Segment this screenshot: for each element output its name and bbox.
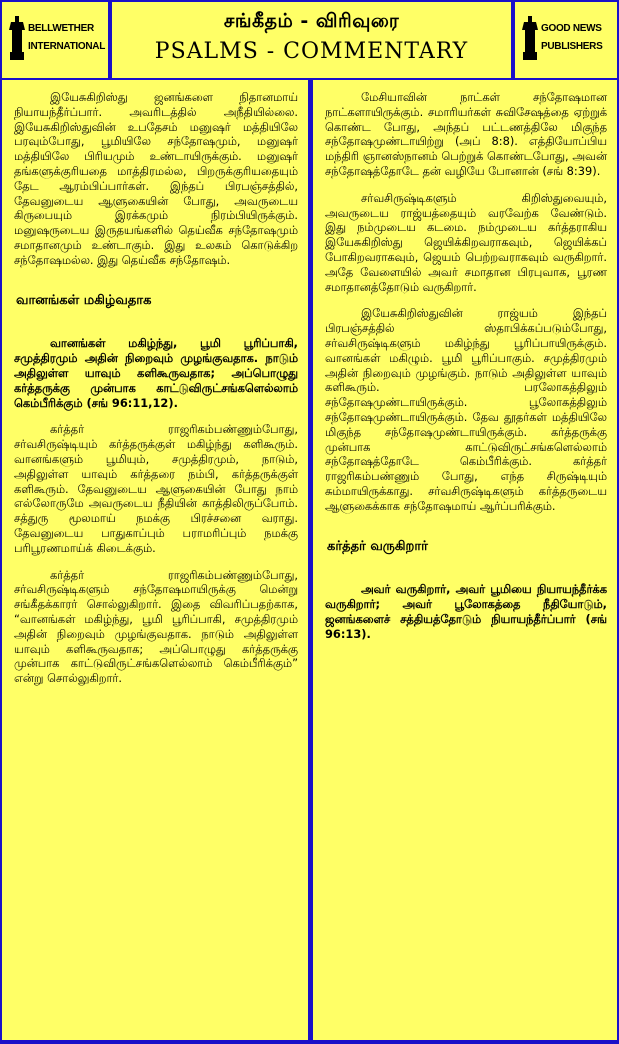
section-heading: வானங்கள் மகிழ்வதாக — [16, 292, 152, 308]
bell-tower-icon — [521, 16, 539, 60]
right-column — [313, 80, 617, 1040]
verse-quote: வானங்கள் மகிழ்ந்து, பூமி பூரிப்பாகி, சமுத்திரமும் அதின் நிறைவும் முழங்குவதாக. நாடும் அதிலுள்ள யாவும் களிகூருவதாக; அப்பொழுது கர்த்தருக்கு முன்பாக காட்டுவிருட்சங்களெல்லாம் கெம்பீரிக்கும் (சங் 96:11,12). — [14, 336, 298, 410]
title-block — [112, 2, 511, 78]
right-paragraph-2: சர்வசிருஷ்டிகளும் கிறிஸ்துவையும், அவருடைய ராஜ்யத்தையும் வரவேற்க வேண்டும். இது நம்முடைய கடமை. நம்முடைய கர்த்தராகிய இயேசுகிறிஸ்து ஜெயிக்கிறவராகவும், ஜெயிக்கப் போகிறவராகவும், ஜெயம் பெற்றவராகவும் வருகிறார். அதே வேளையில் அவர் சமாதான பிரபுவாக, பூரண சமாதானத்தோடும் வருகிறார். — [325, 190, 607, 294]
left-column — [2, 80, 308, 1040]
left-paragraph-3: கர்த்தர் ராஜரிகம்பண்ணும்போது, சர்வசிருஷ்டிகளும் சந்தோஷமாயிருக்கு மென்று சங்கீதக்காரர் சொல்லுகிறார். இதை விவரிப்பதற்காக, “வானங்கள் மகிழ்ந்து, பூமி பூரிப்பாகி, சமுத்திரமும் அதின் நிறைவும் முழங்குவதாக. நாடும் அதிலுள்ள யாவும் களிகூருவதாக; அப்பொழுது கர்த்தருக்கு முன்பாக காட்டுவிருட்சங்களெல்லாம் கெம்பீரிக்கும்” என்று சொல்லுகிறார். — [14, 567, 298, 686]
bell-tower-icon — [8, 16, 26, 60]
right-paragraph-1: மேசியாவின் நாட்கள் சந்தோஷமான நாட்களாயிருக்கும். சமாரியர்கள் சுவிசேஷத்தை ஏற்றுக் கொண்ட போது, அந்தப் பட்டணத்திலே மிகுந்த சந்தோஷமுண்டாயிற்று (அப் 8:8). எத்தியோப்பிய மந்திரி ஞானஸ்நானம் பெற்றுக் கொண்டபோது, அவன் சந்தோஷத்தோடே தன் வழியே போனான் (சங் 8:39). — [325, 90, 607, 178]
section-heading: கர்த்தர் வருகிறார் — [327, 538, 428, 554]
verse-quote: அவர் வருகிறார், அவர் பூமியை நியாயந்தீர்க்க வருகிறார்; அவர் பூலோகத்தை நீதியோடும், ஜனங்களைச் சத்தியத்தோடும் நியாயந்தீர்ப்பார் (சங் 96:13). — [325, 582, 607, 641]
left-paragraph-2: கர்த்தர் ராஜரிகம்பண்ணும்போது, சர்வசிருஷ்டியும் கர்த்தருக்குள் மகிழ்ந்து களிகூரும். வானங்களும் பூமியும், சமுத்திரமும், நாடும், அதிலுள்ள யாவும் கர்த்தரை நம்பி, கர்த்தருக்குள் களிகூரும். தேவனுடைய ஆளுகையின் போது நாம் எல்லோருமே அவருடைய நீதியின் காத்திலிருப்போம். சத்துரு மூலமாய் நமக்கு பிரச்சனை வராது. தேவனுடைய பாதுகாப்பும் பராமரிப்பும் நமக்கு பரிபூரணமாய்க் கிடைக்கும். — [14, 422, 298, 555]
title-english: PSALMS - COMMENTARY — [154, 39, 469, 64]
bellwether-logo — [2, 2, 108, 78]
right-paragraph-3: இயேசுகிறிஸ்துவின் ராஜ்யம் இந்தப் பிரபஞ்சத்தில் ஸ்தாபிக்கப்படும்போது, சர்வசிருஷ்டிகளும் மகிழ்ந்து பூரிப்பாயிருக்கும். வானங்கள் மகிழும். பூமி பூரிப்பாகும். சமுத்திரமும் அதின் நிறைவும் முழங்கும். நாடும் அதிலுள்ள யாவும் களிகூரும். பரலோகத்திலும் சந்தோஷமுண்டாயிருக்கும். பூலோகத்திலும் சந்தோஷமுண்டாயிருக்கும். தேவ தூதர்கள் மத்தியிலே மிகுந்த சந்தோஷமுண்டாயிருக்கும். கர்த்தருக்கு முன்பாக காட்டுவிருட்சங்களெல்லாம் சந்தோஷத்தோடே கெம்பீரிக்கும். கர்த்தர் ராஜரிகம்பண்ணும் போது, எந்த சிருஷ்டியும் சும்மாயிருக்காது. சர்வசிருஷ்டிகளும் கர்த்தருடைய ஆளுகைக்காக சந்தோஷமாய் ஆர்ப்பரிக்கும். — [325, 306, 607, 513]
page-header — [2, 2, 617, 78]
logo-line-1: GOOD NEWS — [541, 23, 602, 34]
left-paragraph-1: இயேசுகிறிஸ்து ஜனங்களை நிதானமாய் நியாயந்தீர்ப்பார். அவரிடத்தில் அநீதியில்லை. இயேசுகிறிஸ்துவின் உபதேசம் மனுஷர் மத்தியிலே பரவும்போது, பூமியிலே சந்தோஷமும், மனுஷர் மத்தியிலே பிரியமும் உண்டாயிருக்கும். மனுஷர் தங்களுக்குரியதை மாத்திரமல்ல, பிறருக்குரியதையும் தேட ஆரம்பிப்பார்கள். இந்தப் பிரபஞ்சத்தில், தேவனுடைய ஆளுகையின் போது, அவருடைய கிருபையும் இரக்கமும் நிரம்பியிருக்கும். மனுஷருடைய இருதயங்களில் தெய்வீக சந்தோஷமும் சமாதானமும் உண்டாகும். இது உலகம் கொடுக்கிற சந்தோஷமல்ல. இது தெய்வீக சந்தோஷம். — [14, 90, 298, 267]
logo-line-2: INTERNATIONAL — [28, 41, 106, 52]
good-news-logo — [515, 2, 617, 78]
title-tamil: சங்கீதம் - விரிவுரை — [223, 10, 400, 32]
logo-line-2: PUBLISHERS — [541, 41, 603, 52]
logo-line-1: BELLWETHER — [28, 23, 94, 34]
